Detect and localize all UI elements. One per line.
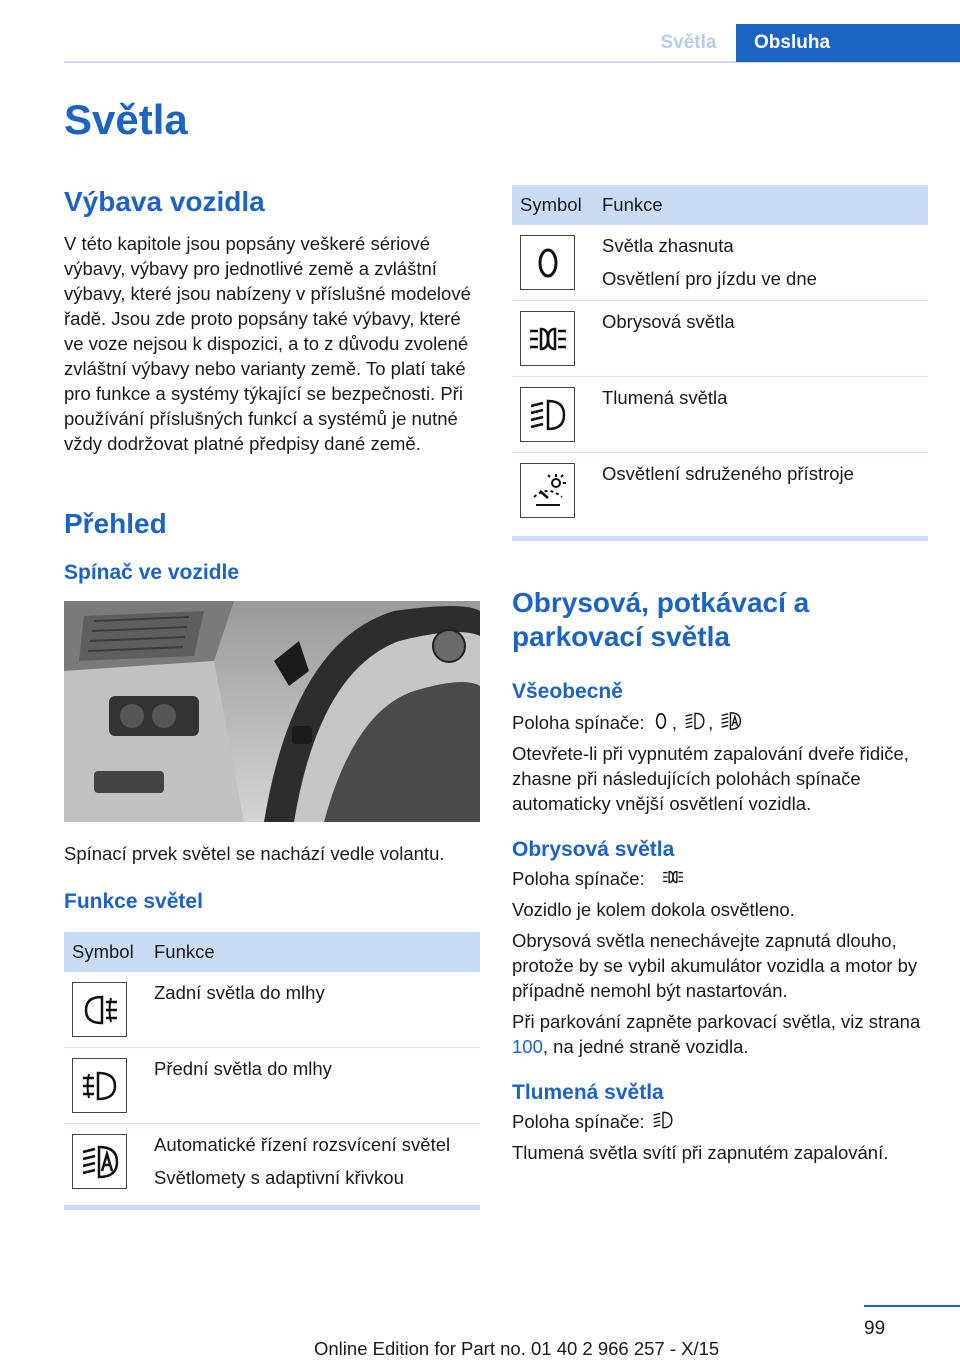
table-row bbox=[512, 377, 928, 453]
function-text: Osvětlení pro jízdu ve dne bbox=[602, 268, 817, 289]
rear-fog-light-icon bbox=[72, 982, 127, 1037]
photo-caption: Spínací prvek světel se nachází vedle volantu. bbox=[64, 843, 445, 864]
auto-headlight-icon bbox=[718, 710, 744, 732]
function-text: Tlumená světla bbox=[602, 387, 728, 408]
table-end-rule bbox=[64, 1205, 480, 1210]
chapter-tab[interactable]: Obsluha bbox=[736, 24, 960, 62]
section-tab[interactable]: Světla bbox=[660, 32, 717, 53]
function-text: Přední světla do mlhy bbox=[154, 1058, 332, 1079]
parking-light-icon bbox=[520, 311, 575, 366]
lights-off-icon bbox=[650, 710, 672, 732]
table-row bbox=[512, 225, 928, 301]
equipment-text: V této kapitole jsou popsány veškeré sériové výbavy, výbavy pro jednotlivé země a zvláštní výbavy, které jsou nabízeny v příslušné modelové řadě. Jsou zde proto popsány také výbavy, které ve voze nejsou k dispozici, a to z důvodu zvolené zvláštní výbavy nebo varianty země. To platí také pro funkce a systémy týkající se bezpečnosti. Při používání příslušných funkcí a systémů je nutné vždy dodržovat platné předpisy dané země. bbox=[64, 233, 471, 454]
lights-off-icon bbox=[520, 235, 575, 290]
parking-lights-heading: Obrysová světla bbox=[512, 838, 675, 861]
parking-section-heading: Obrysová, potkávací a parkovací světla bbox=[512, 587, 810, 652]
functions-heading: Funkce světel bbox=[64, 890, 203, 913]
function-text: Automatické řízení rozsvícení světel bbox=[154, 1134, 451, 1155]
general-text: Otevřete-li při vypnutém zapalování dveře řidiče, zhasne při následujících polohách spínače automaticky vnější osvětlení vozidla. bbox=[512, 743, 909, 814]
page-number: 99 bbox=[864, 1318, 886, 1339]
parking-text-2: Obrysová světla nenechávejte zapnutá dlouho, protože by se vybil akumulátor vozidla a motor by případně nemohl být nastartován. bbox=[512, 930, 918, 1001]
low-beam-switch-position: Poloha spínače: bbox=[512, 1109, 928, 1134]
col-header-function: Funkce bbox=[602, 185, 928, 225]
overview-heading: Přehled bbox=[64, 508, 167, 539]
table-row bbox=[64, 972, 480, 1048]
low-beam-icon bbox=[682, 710, 708, 732]
edition-note: Online Edition for Part no. 01 40 2 966 257 - X/15 bbox=[314, 1338, 720, 1359]
parking-light-icon bbox=[650, 866, 696, 888]
page-title: Světla bbox=[64, 96, 188, 143]
table-row bbox=[512, 453, 928, 529]
right-column bbox=[512, 185, 928, 1165]
page-link[interactable]: 100 bbox=[512, 1036, 543, 1057]
auto-headlight-icon bbox=[72, 1134, 127, 1189]
col-header-symbol: Symbol bbox=[64, 932, 154, 972]
footer-rule bbox=[864, 1305, 960, 1307]
function-text: Světla zhasnuta bbox=[602, 235, 734, 256]
function-text: Osvětlení sdruženého přístroje bbox=[602, 463, 854, 484]
table-row bbox=[64, 1124, 480, 1200]
function-text: Světlomety s adaptivní křivkou bbox=[154, 1167, 404, 1188]
instrument-lighting-icon bbox=[520, 463, 575, 518]
function-text: Zadní světla do mlhy bbox=[154, 982, 325, 1003]
low-beam-heading: Tlumená světla bbox=[512, 1081, 664, 1104]
left-column bbox=[64, 185, 480, 1210]
parking-text-1: Vozidlo je kolem dokola osvětleno. bbox=[512, 899, 795, 920]
light-switch-positions-table bbox=[512, 185, 928, 528]
front-fog-light-icon bbox=[72, 1058, 127, 1113]
table-row bbox=[64, 1048, 480, 1124]
general-heading: Všeobecně bbox=[512, 680, 623, 703]
light-switch-photo bbox=[64, 601, 480, 822]
table-end-rule bbox=[512, 536, 928, 541]
function-text: Obrysová světla bbox=[602, 311, 735, 332]
table-row bbox=[512, 301, 928, 377]
col-header-function: Funkce bbox=[154, 932, 480, 972]
general-switch-position: Poloha spínače: , , bbox=[512, 710, 928, 735]
low-beam-icon bbox=[520, 387, 575, 442]
light-functions-table bbox=[64, 932, 480, 1199]
col-header-symbol: Symbol bbox=[512, 185, 602, 225]
equipment-heading: Výbava vozidla bbox=[64, 186, 265, 217]
parking-switch-position: Poloha spínače: bbox=[512, 866, 928, 891]
parking-text-3: Při parkování zapněte parkovací světla, viz strana 100, na jedné straně vozidla. bbox=[512, 1011, 921, 1057]
switch-heading: Spínač ve vozidle bbox=[64, 561, 240, 584]
low-beam-text: Tlumená světla svítí při zapnutém zapalování. bbox=[512, 1142, 889, 1163]
low-beam-icon bbox=[650, 1109, 676, 1131]
